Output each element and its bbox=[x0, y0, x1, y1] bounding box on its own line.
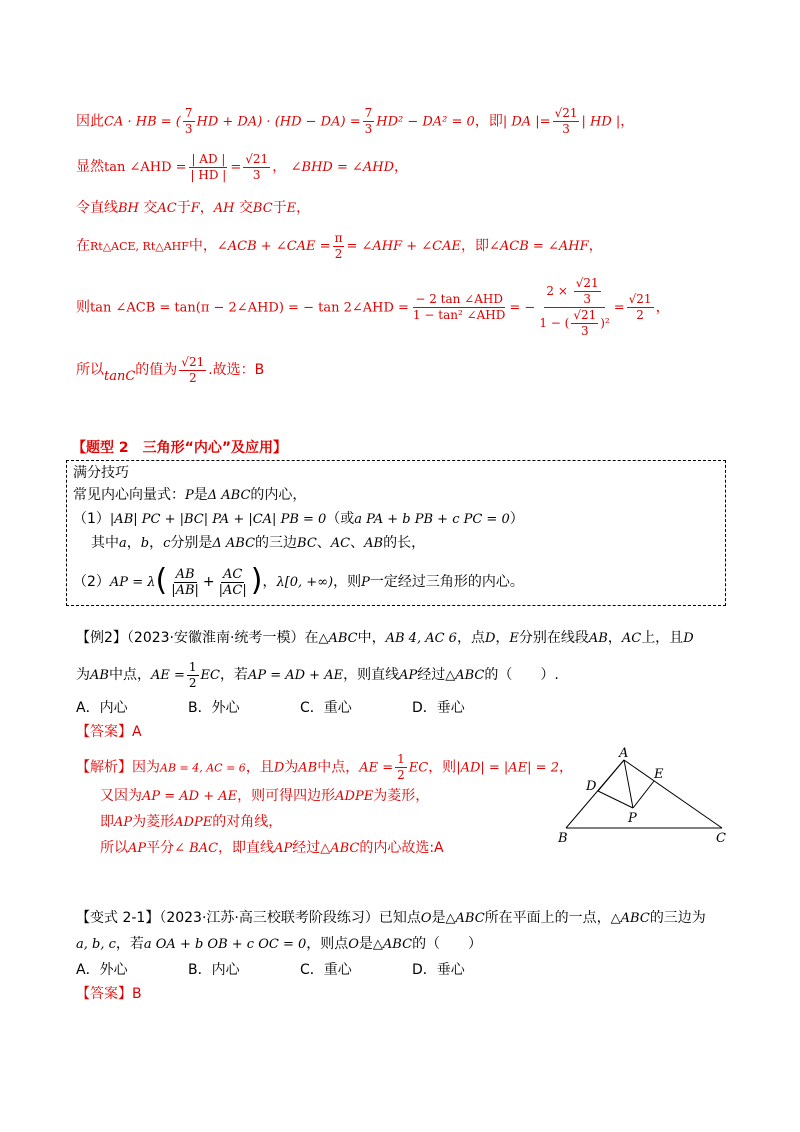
math: tanC bbox=[104, 369, 136, 384]
text: 交 bbox=[238, 200, 253, 216]
solution-line-1 bbox=[76, 106, 634, 136]
solution-line-5 bbox=[76, 276, 670, 338]
example2-line-1: 【例2】（2023·安徽淮南·统考一模）在△ABC中，AB 4, AC 6，点D，E分别在线段AB，AC上，且D bbox=[76, 630, 694, 646]
text: 中， bbox=[188, 238, 217, 254]
text: 显然 bbox=[76, 159, 104, 175]
segment-ep bbox=[633, 781, 654, 808]
example2-solution-2: 又因为AP = AD + AE，则可得四边形ADPE为菱形， bbox=[100, 788, 430, 804]
text: 交 bbox=[143, 200, 158, 216]
example2-solution-3: 即AP为菱形ADPE的对角线， bbox=[100, 814, 283, 830]
fraction: $\frac{√21}{3}$ bbox=[554, 106, 578, 136]
option-b[interactable]: B．内心 bbox=[188, 962, 240, 978]
text: .故选：B bbox=[208, 362, 265, 378]
math: ∠ACB + ∠CAE = bbox=[216, 239, 331, 254]
text: 的值为 bbox=[135, 362, 178, 378]
solution-line-2 bbox=[76, 150, 408, 184]
text: ，即 bbox=[474, 113, 503, 130]
fraction: $\frac{√21}{2}$ bbox=[181, 354, 205, 385]
math: HD² − DA² = 0 bbox=[376, 114, 475, 130]
tip-box bbox=[66, 460, 726, 606]
text: ， bbox=[272, 159, 287, 175]
example2-answer: 【答案】A bbox=[76, 724, 142, 740]
text: 于 bbox=[176, 200, 191, 216]
fraction: $\frac{\pi}{2}$ bbox=[334, 230, 343, 261]
variant-line-2: a, b, c，若a OA + b OB + c OC = 0，则点O是△ABC的（ ） bbox=[76, 936, 483, 952]
text: ， bbox=[655, 299, 670, 316]
text: 则 bbox=[76, 299, 90, 316]
tip-line-4: （2）AP = λ( $\frac{AB}{|AB|}$ + $\frac{AC}{|AC|}$ )，λ[0, +∞)，则P一定经过三角形的内心。 bbox=[73, 563, 524, 598]
text: ， bbox=[588, 238, 603, 254]
math: tan ∠AHD = bbox=[104, 160, 187, 175]
text: 于 bbox=[272, 200, 287, 216]
option-d[interactable]: D．垂心 bbox=[412, 700, 465, 716]
option-b[interactable]: B．外心 bbox=[188, 700, 240, 716]
text: 令直线 bbox=[76, 200, 118, 216]
option-d[interactable]: D．垂心 bbox=[412, 962, 465, 978]
math: AH bbox=[213, 201, 235, 216]
text: ， bbox=[394, 159, 409, 175]
math: F bbox=[190, 201, 200, 216]
label-b: B bbox=[558, 831, 568, 846]
math: E bbox=[286, 201, 297, 216]
text: ， bbox=[199, 200, 214, 216]
fraction: $\frac{√21}{3}$ bbox=[245, 151, 269, 182]
option-c[interactable]: C．重心 bbox=[300, 962, 352, 978]
fraction: $\frac{\text{− 2 tan ∠AHD}}{\text{1 − tan² ∠AHD}}$ bbox=[412, 292, 506, 322]
math: ∠BHD = ∠AHD bbox=[290, 160, 395, 175]
math: tan ∠ACB = tan(π − 2∠AHD) = − tan 2∠AHD = bbox=[90, 300, 409, 316]
tip-line-2: （1）|AB| PC + |BC| PA + |CA| PB = 0（或a PA + b PB + c PC = 0） bbox=[73, 511, 524, 527]
fraction: $\frac{√21}{2}$ bbox=[628, 292, 652, 322]
math: CA · HB = ( bbox=[104, 114, 181, 130]
triangle-figure bbox=[556, 746, 736, 846]
math: = bbox=[230, 160, 242, 175]
variant-line-1: 【变式 2-1】（2023·江苏·高三校联考阶段练习）已知点O是△ABC所在平面上的一点，△ABC的三边为 bbox=[76, 910, 706, 926]
option-a[interactable]: A．外心 bbox=[76, 962, 128, 978]
tip-line-3: 其中a，b，c分别是Δ ABC的三边BC、AC、AB的长， bbox=[91, 535, 426, 551]
text: 因此 bbox=[76, 113, 104, 130]
option-a[interactable]: A．内心 bbox=[76, 700, 128, 716]
math: = bbox=[613, 300, 625, 316]
text: ， bbox=[296, 200, 311, 216]
text: 在 bbox=[76, 238, 90, 254]
segment-ap bbox=[624, 760, 633, 808]
segment-ac bbox=[624, 760, 722, 828]
fraction: $\frac{7}{3}$ bbox=[184, 106, 193, 136]
math: AC bbox=[157, 201, 177, 216]
variant-options bbox=[76, 960, 465, 980]
math: Rt△ACE, Rt△AHF bbox=[90, 240, 189, 253]
label-e: E bbox=[654, 767, 664, 782]
label-p: P bbox=[628, 811, 637, 826]
tip-line-1: 常见内心向量式：P是Δ ABC的内心， bbox=[73, 487, 307, 503]
math: HD + DA) · (HD − DA) = bbox=[196, 114, 361, 130]
math: | DA |= bbox=[502, 114, 551, 130]
segment-dp bbox=[598, 791, 633, 808]
math: BC bbox=[252, 201, 273, 216]
tip-title: 满分技巧 bbox=[73, 465, 129, 481]
math: ∠ACB = ∠AHF bbox=[489, 239, 589, 254]
solution-line-4 bbox=[76, 230, 603, 262]
label-a: A bbox=[619, 746, 629, 761]
example2-options bbox=[76, 698, 465, 718]
label-d: D bbox=[586, 779, 597, 794]
fraction: $\frac{7}{3}$ bbox=[364, 106, 373, 136]
solution-line-3 bbox=[76, 198, 310, 219]
example2-line-2: 为AB中点，AE = $\frac{1}{2}$ EC，若AP = AD + AE，则直线AP经过△ABC的（ ）. bbox=[76, 659, 559, 690]
math: = − bbox=[509, 300, 536, 316]
fraction: $\frac{| AD |}{| HD |}$ bbox=[190, 151, 227, 182]
incenter-formula: |AB| PC + |BC| PA + |CA| PB = 0 bbox=[109, 512, 327, 527]
example2-solution-1: 【解析】因为AB = 4, AC = 6，且D为AB中点，AE = $\frac{1}{2}$ EC，则|AD| = |AE| = 2， bbox=[76, 752, 573, 782]
variant-answer: 【答案】B bbox=[76, 986, 142, 1002]
solution-line-6 bbox=[76, 350, 264, 390]
text: 所以 bbox=[76, 362, 104, 378]
section-heading: 【题型 2 三角形“内心”及应用】 bbox=[72, 440, 288, 456]
math: BH bbox=[118, 201, 139, 216]
option-c[interactable]: C．重心 bbox=[300, 700, 352, 716]
text: ，即 bbox=[461, 238, 490, 254]
fraction: 2 × $\frac{√21}{3}$ 1 − ( $\frac{√21}{3}$ )² bbox=[539, 276, 610, 338]
label-c: C bbox=[716, 831, 726, 846]
math: = ∠AHF + ∠CAE bbox=[346, 239, 462, 254]
example2-solution-4: 所以AP平分∠ BAC，即直线AP经过△ABC的内心故选:A bbox=[100, 840, 444, 856]
math: | HD | bbox=[581, 114, 621, 130]
text: ， bbox=[620, 113, 635, 130]
segment-de bbox=[598, 760, 624, 791]
